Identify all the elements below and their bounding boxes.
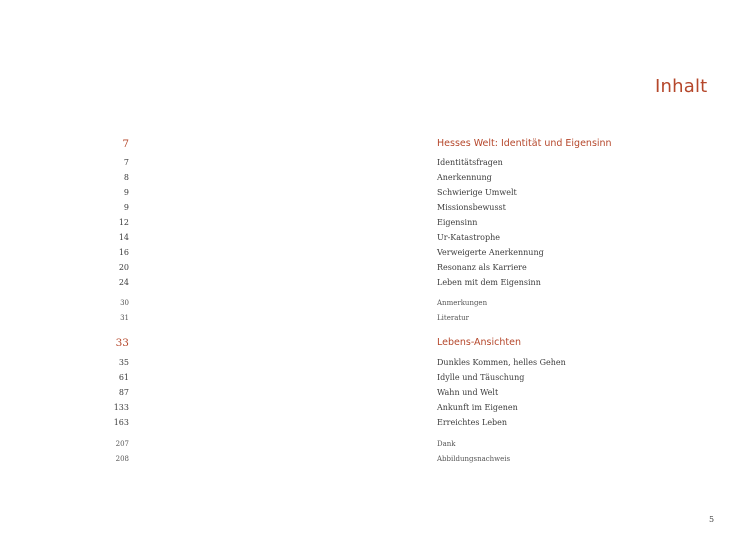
toc-page-number: 7: [122, 138, 129, 150]
toc-page-number: 33: [115, 337, 129, 349]
toc-chapter-heading[interactable]: [0, 137, 612, 151]
toc-entry-title: Schwierige Umwelt: [437, 188, 517, 197]
toc-entry-title: Dunkles Kommen, helles Gehen: [437, 358, 566, 367]
toc-entry[interactable]: [0, 261, 600, 275]
toc-entry[interactable]: [0, 356, 600, 370]
toc-entry[interactable]: [0, 201, 600, 215]
toc-page-number: 14: [118, 233, 129, 242]
toc-entry-title: Leben mit dem Eigensinn: [437, 278, 541, 287]
toc-chapter-heading[interactable]: [0, 336, 600, 350]
toc-entry-title: Idylle und Täuschung: [437, 373, 525, 382]
toc-entry-title: Anerkennung: [437, 173, 492, 182]
toc-entry[interactable]: [0, 416, 600, 430]
toc-entry-title: Dank: [437, 440, 456, 448]
toc-page-number: 7: [123, 158, 129, 167]
toc-chapter-title: Hesses Welt: Identität und Eigensinn: [437, 138, 612, 149]
toc-entry[interactable]: [0, 276, 600, 290]
toc-entry-title: Ur-Katastrophe: [437, 233, 500, 242]
toc-appendix-entry[interactable]: [0, 452, 600, 466]
toc-entry-title: Wahn und Welt: [437, 388, 499, 397]
toc-entry[interactable]: [0, 401, 600, 415]
toc-page-number: 9: [123, 188, 129, 197]
toc-entry[interactable]: [0, 156, 600, 170]
toc-page-number: 31: [120, 314, 129, 322]
toc-entry-title: Ankunft im Eigenen: [437, 403, 518, 412]
page-number: 5: [709, 515, 715, 524]
toc-page-number: 30: [120, 299, 129, 307]
toc-entry-title: Eigensinn: [437, 218, 478, 227]
toc-page-number: 207: [115, 440, 129, 448]
toc-entry-title: Anmerkungen: [437, 299, 488, 307]
toc-page-number: 20: [118, 263, 129, 272]
toc-entry[interactable]: [0, 216, 600, 230]
toc-entry-title: Verweigerte Anerkennung: [437, 248, 544, 257]
toc-page-number: 87: [118, 388, 129, 397]
toc-entry-title: Abbildungsnachweis: [437, 455, 511, 463]
toc-entry[interactable]: [0, 386, 600, 400]
toc-page-number: 8: [123, 173, 129, 182]
toc-page-number: 133: [113, 403, 129, 412]
toc-entry[interactable]: [0, 171, 600, 185]
toc-page-number: 163: [113, 418, 129, 427]
toc-page-number: 12: [118, 218, 129, 227]
toc-entry[interactable]: [0, 246, 600, 260]
toc-page-number: 9: [123, 203, 129, 212]
toc-page-number: 208: [115, 455, 129, 463]
toc-chapter-title: Lebens-Ansichten: [437, 337, 521, 348]
toc-entry-title: Erreichtes Leben: [437, 418, 508, 427]
page-title: Inhalt: [655, 76, 708, 97]
toc-entry-title: Missionsbewusst: [437, 203, 506, 212]
toc-page-number: 35: [118, 358, 129, 367]
toc-page-number: 16: [118, 248, 129, 257]
toc-entry-title: Identitätsfragen: [437, 158, 503, 167]
toc-entry[interactable]: [0, 371, 600, 385]
toc-appendix-entry[interactable]: [0, 296, 600, 310]
toc-appendix-entry[interactable]: [0, 311, 600, 325]
toc-appendix-entry[interactable]: [0, 437, 600, 451]
toc-entry[interactable]: [0, 231, 600, 245]
toc-page-number: 24: [118, 278, 129, 287]
toc-entry-title: Literatur: [437, 314, 470, 322]
toc-entry-title: Resonanz als Karriere: [437, 263, 527, 272]
toc-page-number: 61: [118, 373, 129, 382]
toc-entry[interactable]: [0, 186, 600, 200]
